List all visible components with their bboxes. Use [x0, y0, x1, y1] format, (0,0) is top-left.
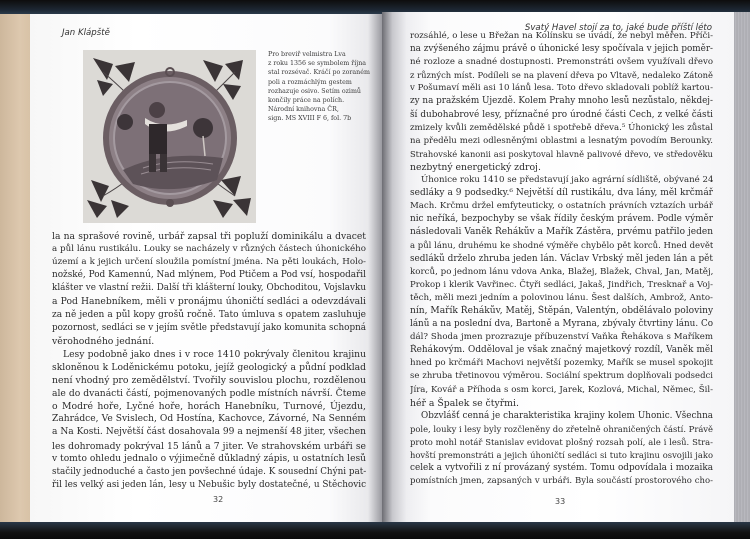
- text-line: pole, louky i lesy byly rozčleněny do zřetelně ohraničených částí. Právě: [410, 423, 713, 434]
- text-line: hned po krčmáři Machovi největší pozemky, Mařík se musel spokojit: [410, 358, 713, 369]
- body-text-right: [410, 30, 713, 488]
- text-line: se zhruba třetinovou výměrou. Sociální spektrum doplňovali podsedci: [410, 371, 713, 382]
- text-line: a půl lánu, druhému ke shodné výměře chybělo pět korců. Hned devět: [410, 240, 713, 251]
- text-line: lánů a na poslední dva, Bartoně a Myrana, zbývaly čtvrtiny lánu. Co: [410, 319, 713, 330]
- text-line: z různých míst. Podíleli se na plavení dřeva po Vltavě, nedaleko Zátoně: [410, 70, 713, 81]
- text-line: není vhodný pro zemědělství. Tvořily souvislou plochu, rozdělenou: [52, 375, 366, 387]
- running-head-right: Svatý Havel stojí za to, jaké bude příští léto: [524, 23, 712, 33]
- text-line: a půl lánu rustikálu. Louky se nacházely v různých částech úhonického: [52, 244, 366, 255]
- text-line: né rozloze a snadné dostupnosti. Premonstráti ovšem využívali dřevo: [410, 57, 713, 68]
- figure-caption: [268, 50, 378, 124]
- sower-medallion-image: [83, 50, 256, 223]
- text-line: zmizely kvůli zemědělské půdě i spotřebě dřeva.⁵ Úhonický les zůstal: [410, 122, 713, 133]
- text-line: území a k jejich určení sloužila pomístní jména. Na pěti loukách, Holo-: [52, 257, 366, 268]
- text-line: těch, měli mezi jedním a polovinou lánu. Šest dalších, Ambrož, Anto-: [410, 292, 713, 303]
- manuscript-illustration: [83, 50, 256, 223]
- text-line: la na sprašové rovině, urbář zapsal tři popluží dominikálu a dvacet: [52, 231, 366, 242]
- text-line: Řehákovým. Odděloval je však značný majetkový rozdíl, Vaněk měl: [410, 345, 713, 356]
- caption-line: sign. MS XVIII F 6, fol. 7b: [268, 115, 352, 123]
- text-line: nic neříká, bezpochyby se však řídily českým právem. Podle výměr: [410, 214, 713, 225]
- caption-line: z roku 1356 se symbolem října: [268, 60, 367, 68]
- caption-line: Národní knihovna ČR,: [268, 106, 339, 114]
- text-line: korců, po jednom lánu vdova Anka, Blažej, Blažek, Chval, Jan, Matěj,: [410, 266, 713, 277]
- text-line: ale do dvanácti částí, pojmenovaných podle místních návrší. Čteme: [52, 388, 366, 400]
- text-line: ší dubohabrové lesy, příznačné pro úrodné části Čech, z velké části: [410, 109, 713, 120]
- text-line: Strahovské kanonii asi poskytoval hlavně palivové dřevo, ve středověku: [410, 148, 713, 159]
- text-line: věrohodného jednání.: [52, 335, 155, 347]
- text-line: následovali Vaněk Řehákův a Mařík Zástěra, prvému patřilo jeden: [410, 227, 713, 238]
- page-edges: [734, 12, 750, 522]
- text-line: za ně jeden a půl kopy grošů ročně. Tato úmluva s opatem zasluhuje: [52, 309, 366, 320]
- body-text-left: [52, 230, 366, 492]
- text-line: celek a vytvořili z ní provázaný systém. Tomu odpovídala i mozaika: [410, 463, 713, 474]
- text-line: sedláků drželo zhruba jeden lán. Václav Vrbský měl jeden lán a pět: [410, 253, 713, 264]
- text-line: nožské, Pod Kamennú, Nad mlýnem, Pod Ptičem a Pod vsí, hospodařil: [52, 270, 366, 281]
- text-line: hovští premonstráti a jejich úhoničtí sedláci si tuto krajinu osvojili jako: [410, 450, 713, 460]
- text-line: v Pošumaví měli asi 10 lánů lesa. Toto dřevo skladovali poblíž kartou-: [410, 83, 713, 94]
- text-line: nezbytný energetický zdroj.: [410, 161, 541, 173]
- page-number-left: 32: [213, 495, 224, 504]
- left-page: [30, 14, 382, 522]
- text-line: klášter ve vlastní režii. Další tři klášterní louky, Obchoditou, Vojslavku: [52, 283, 366, 294]
- text-line: nín, Mařík Řehákův, Matěj, Štěpán, Valentýn, obdělávalo poloviny: [410, 305, 713, 316]
- text-line: zy na pražském Újezdě. Kolem Prahy mnoho lesů nezůstalo, někdej-: [410, 96, 713, 107]
- text-line: Jíra, Kovář a Příhoda s osm korci, Jarek, Kozlová, Michal, Němec, Šil-: [410, 384, 713, 395]
- caption-line: Pro breviř velmistra Lva: [268, 51, 346, 58]
- text-line: Prokop i klerik Vavřinec. Čtyři sedláci, Jakaš, Jindřich, Tresknař a Voj-: [410, 279, 713, 290]
- text-line: v tomto ohledu jednalo o výjimečně důkladný zápis, u ostatních lesů: [52, 453, 366, 464]
- page-number-right: 33: [555, 497, 566, 506]
- caption-line: stal rozsévač. Kráčí po zoraném: [268, 69, 370, 77]
- text-line: héř a Špalek se čtyřmi.: [410, 397, 519, 409]
- text-line: pozornost, sedláci se v jejím světle představují jako komunita schopná: [52, 322, 366, 333]
- text-line: řil les velký asi jeden lán, lesy u Nebušic byly dostatečné, u Štěchovic: [52, 479, 366, 490]
- text-line: na předělu mezi odlesněnými oblastmi a lesnatým povodím Berounky.: [410, 135, 713, 146]
- text-line: o Modré hoře, Lyčné hoře, horách Hanebníku, Turnové, Újezdu,: [52, 401, 366, 413]
- right-page: [382, 12, 734, 522]
- text-line: na zvýšeného zájmu právě o úhonické lesy spočívala v jejich poměr-: [410, 44, 713, 55]
- text-line: a Pod Hanebníkem, měli v pronájmu úhoničtí sedláci a odevzdávali: [52, 296, 366, 308]
- text-line: Zahrádce, Ve Svislech, Od Hostína, Kachovce, Závorné, Na Senném: [52, 414, 366, 425]
- caption-line: poli a rozmáchlým gestem: [268, 78, 352, 86]
- text-line: a Na Kosti. Největší část dosahovala 99 a nejmenší 48 jiter, všechen: [52, 427, 366, 438]
- text-line: stačily jednoduché a často jen povšechné údaje. K sousední Chýni pat-: [52, 466, 366, 477]
- text-line: dál? Shoda jmen prozrazuje příbuzenství Vaňka Řehákova s Maříkem: [410, 332, 713, 343]
- caption-line: končily práce na polích.: [268, 97, 345, 105]
- bottom-shadow: [0, 522, 750, 539]
- running-head-left: Jan Klápště: [62, 28, 110, 38]
- text-line: Lesy podobně jako dnes i v roce 1410 pokrývaly členitou krajinu: [63, 348, 366, 360]
- text-line: les dohromady pokrýval 15 lánů a 7 jiter. Ve strahovském urbáři se: [52, 440, 366, 452]
- text-line: Mach. Krčmu držel emfyteuticky, o ostatních právních vztazích urbář: [410, 201, 713, 212]
- text-line: Obzvlášť cenná je charakteristika krajiny kolem Úhonic. Všechna: [421, 410, 713, 421]
- text-line: Úhonice roku 1410 se představují jako agrární sídliště, obývané 24: [421, 175, 713, 186]
- caption-line: rozhazuje osivo. Setím ozimů: [268, 87, 361, 95]
- text-line: pomístních jmen, zapsaných v urbáři. Byla součástí prostorového cho-: [410, 476, 713, 487]
- text-line: sedláky a 9 podsedky.⁶ Největší díl rustikálu, dva lány, měl krčmář: [410, 188, 713, 199]
- text-line: rozsáhlé, o lese u Břežan na Kolínsku se uvádí, že nebyl měřen. Příči-: [410, 31, 713, 41]
- text-line: proto mohl notář Stanislav evidovat plošný rozsah polí, ale i lesů. Stra-: [410, 436, 713, 447]
- text-line: skloněnou k Loděnickému potoku, jejíž geologický a půdní podklad: [52, 361, 366, 373]
